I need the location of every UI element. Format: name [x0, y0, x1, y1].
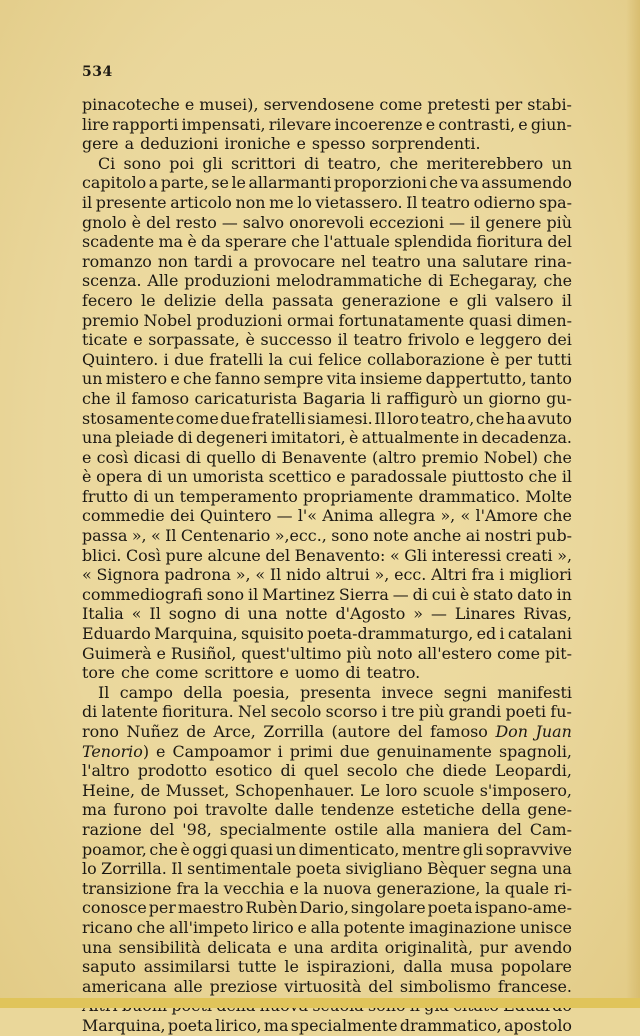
text-line: lire rapporti impensati, rilevare incoerenze e contrasti, e giun- — [82, 114, 572, 134]
text-line: Guimerà e Rusiñol, quest'ultimo più noto all'estero come pit- — [82, 643, 572, 663]
text-line: ricano che all'impeto lirico e alla potente imaginazione unisce — [82, 917, 572, 937]
text-line: americana alle preziose virtuosità del simbolismo francese. — [82, 976, 572, 996]
text-line: transizione fra la vecchia e la nuova generazione, la quale ri- — [82, 878, 572, 898]
text-line: passa », « Il Centenario »,ecc., sono note anche ai nostri pub- — [82, 526, 572, 546]
text-line: commedie dei Quintero — l'« Anima allegra », « l'Amore che — [82, 506, 572, 526]
text-line: Italia « Il sogno di una notte d'Agosto » — Linares Rivas, — [82, 604, 572, 624]
text-line: frutto di un temperamento propriamente drammatico. Molte — [82, 486, 572, 506]
text-line: scenza. Alle produzioni melodrammatiche di Echegaray, che — [82, 271, 572, 291]
page-number: 534 — [82, 64, 113, 80]
text-line: Ci sono poi gli scrittori di teatro, che meriterebbero un — [98, 153, 572, 173]
text-line: l'altro prodotto esotico di quel secolo che diede Leopardi, — [82, 761, 572, 781]
text-line: un mistero e che fanno sempre vita insieme dappertutto, tanto — [82, 369, 572, 389]
page-edge-shadow — [626, 0, 640, 1008]
body-text — [82, 95, 572, 1036]
text-line: commediografi sono il Martinez Sierra — di cui è stato dato in — [82, 584, 572, 604]
text-line: pinacoteche e musei), servendosene come pretesti per stabi- — [82, 95, 572, 114]
text-line: ma furono poi travolte dalle tendenze estetiche della gene- — [82, 800, 572, 820]
text-line: gnolo è del resto — salvo onorevoli eccezioni — il genere più — [82, 212, 572, 232]
text-line: blici. Così pure alcune del Benavento: « Gli interessi creati », — [82, 545, 572, 565]
text-line: poamor, che è oggi quasi un dimenticato, mentre gli sopravvive — [82, 839, 572, 859]
text-line: Tenorio) e Campoamor i primi due genuinamente spagnoli, — [82, 741, 572, 761]
text-line: di latente fioritura. Nel secolo scorso i tre più grandi poeti fu- — [82, 702, 572, 722]
text-line: romanzo non tardi a provocare nel teatro una salutare rina- — [82, 251, 572, 271]
text-line: Eduardo Marquina, squisito poeta-drammaturgo, ed i catalani — [82, 624, 572, 644]
page-bottom-edge — [0, 998, 640, 1008]
text-line: Heine, de Musset, Schopenhauer. Le loro scuole s'imposero, — [82, 780, 572, 800]
text-line: una sensibilità delicata e una ardita originalità, pur avendo — [82, 937, 572, 957]
text-line: rono Nuñez de Arce, Zorrilla (autore del famoso Don Juan — [82, 722, 572, 741]
text-line: fecero le delizie della passata generazione e gli valsero il — [82, 290, 572, 310]
text-line: capitolo a parte, se le allarmanti proporzioni che va assumendo — [82, 173, 572, 193]
text-line: che il famoso caricaturista Bagaria li raffigurò un giorno gu- — [82, 388, 572, 408]
text-line: ticate e sorpassate, è successo il teatro frivolo e leggero dei — [82, 330, 572, 350]
text-line: Quintero. i due fratelli la cui felice collaborazione è per tutti — [82, 349, 572, 369]
text-line: razione del '98, specialmente ostile alla maniera del Cam- — [82, 819, 572, 839]
text-line: gere a deduzioni ironiche e spesso sorprendenti. — [82, 134, 481, 154]
text-line: « Signora padrona », « Il nido altrui », ecc. Altri fra i migliori — [82, 565, 572, 585]
text-line: Il campo della poesia, presenta invece segni manifesti — [98, 682, 572, 702]
text-line: scadente ma è da sperare che l'attuale splendida fioritura del — [82, 232, 572, 252]
text-line: il presente articolo non me lo vietassero. Il teatro odierno spa- — [82, 192, 572, 212]
text-line: stosamente come due fratelli siamesi. Il loro teatro, che ha avuto — [82, 408, 572, 428]
text-line: saputo assimilarsi tutte le ispirazioni, dalla musa popolare — [82, 957, 572, 977]
text-line: premio Nobel produzioni ormai fortunatamente quasi dimen- — [82, 310, 572, 330]
text-line: è opera di un umorista scettico e paradossale piuttosto che il — [82, 467, 572, 487]
text-line: una pleiade di degeneri imitatori, è attualmente in decadenza. — [82, 428, 572, 448]
text-line: e così dicasi di quello di Benavente (altro premio Nobel) che — [82, 447, 572, 467]
text-line: lo Zorrilla. Il sentimentale poeta sivigliano Bèquer segna una — [82, 859, 572, 879]
text-line: tore che come scrittore e uomo di teatro. — [82, 663, 421, 683]
text-line: conosce per maestro Rubèn Dario, singolare poeta ispano-ame- — [82, 898, 572, 918]
text-line: Marquina, poeta lirico, ma specialmente drammatico, apostolo — [82, 1015, 572, 1035]
